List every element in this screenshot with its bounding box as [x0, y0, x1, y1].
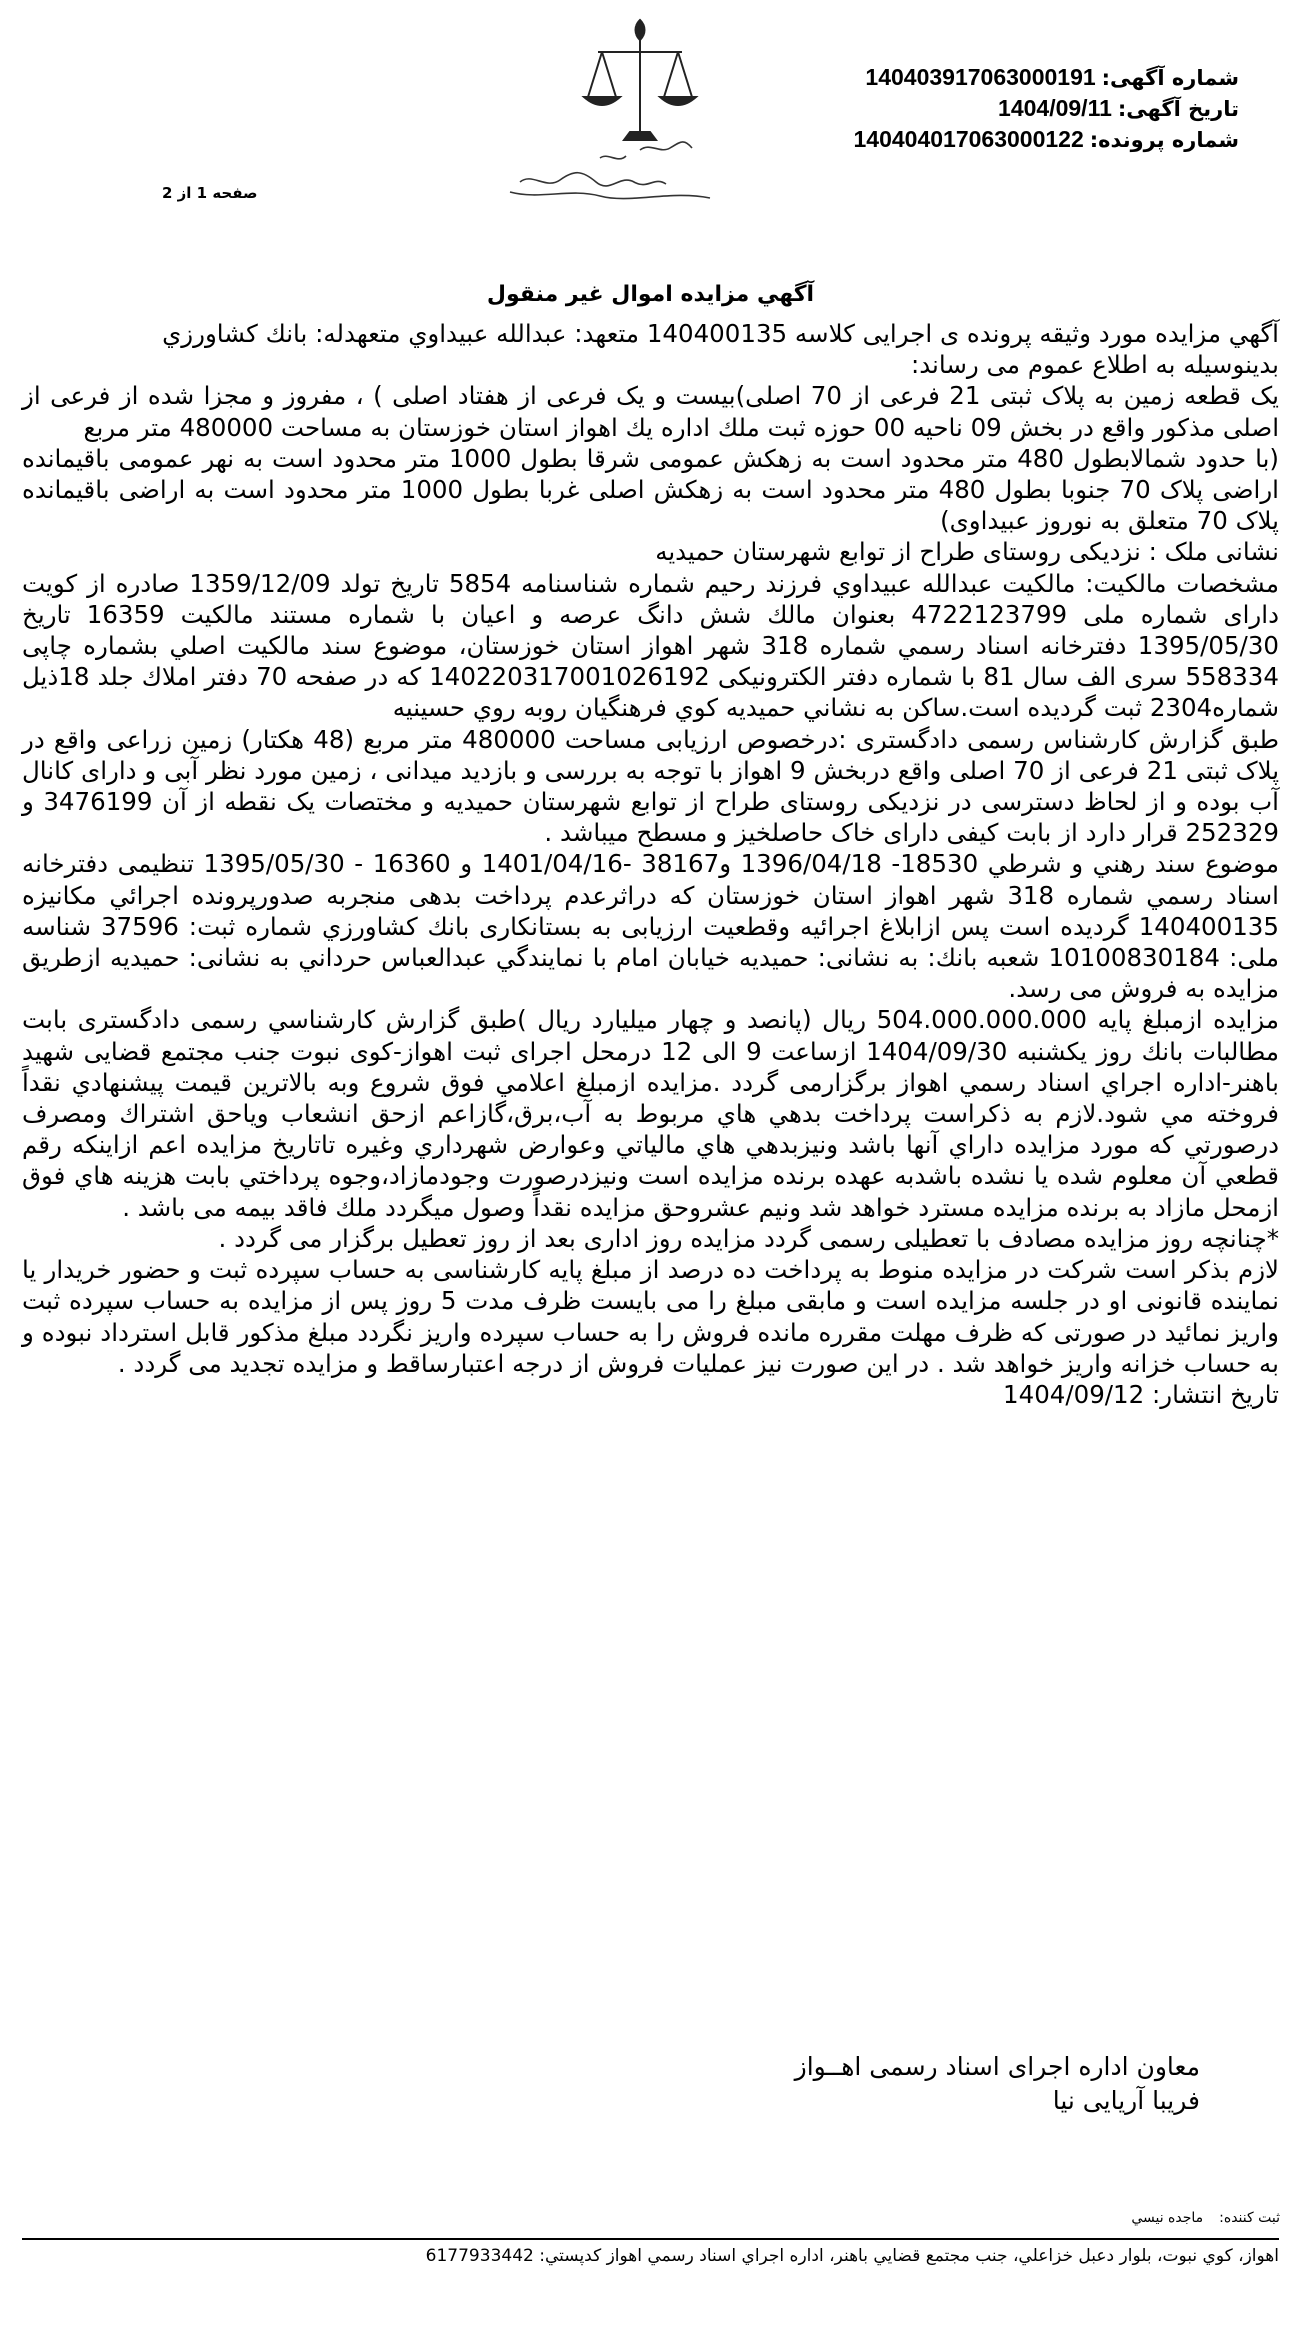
footer-address [22, 2246, 1279, 2266]
signer-name: فریبا آریایی نیا [1052, 2086, 1200, 2115]
case-number-row [739, 124, 1239, 155]
registrar-row [1000, 2210, 1280, 2226]
page-indicator: صفحه 1 از 2 [162, 184, 258, 202]
signature-block [780, 2050, 1200, 2118]
case-number-value: 140404017063000122 [853, 126, 1084, 152]
footer-postal-code: 6177933442 [425, 2246, 534, 2266]
body-paragraph: مشخصات مالكيت: مالكيت عبدالله عبيداوي فرزند رحيم شماره شناسنامه 5854 تاريخ تولد 1359/12/09 صادره از کویت دارای شماره ملی 4722123799 بعنوان مالك شش دانگ عرصه و اعيان با شماره مستند مالكيت 16359 تاريخ 1395/05/30 دفترخانه اسناد رسمي شماره 318 شهر اهواز استان خوزستان، موضوع سند مالكيت اصلي بشماره چاپی 558334 سری الف سال 81 با شماره دفتر الكترونيكى 140220317001026192 كه در صفحه 70 دفتر املاك جلد 18ذيل شماره2304 ثبت گرديده است.ساكن به نشاني حميديه كوي فرهنگيان روبه روي حسينيه [22, 568, 1279, 723]
footer-divider [22, 2238, 1279, 2240]
body-paragraph: یک قطعه زمین به پلاک ثبتی 21 فرعی از 70 اصلی)بیست و یک فرعی از هفتاد اصلی ) ، مفروز و مجزا شده از فرعی از اصلی مذکور واقع در بخش 09 ناحيه 00 حوزه ثبت ملك اداره يك اهواز استان خوزستان به مساحت 480000 متر مربع [22, 381, 1279, 442]
case-number-label: شماره پرونده: [1089, 128, 1239, 152]
notice-metadata [739, 62, 1239, 155]
notice-date-label: تاریخ آگهی: [1117, 97, 1239, 121]
body-paragraph: مزايده ازمبلغ پایه 504.000.000.000 ريال (پانصد و چهار میلیارد ریال )طبق گزارش كارشناسي رسمی دادگستری بابت مطالبات بانك روز یکشنبه 1404/09/30 ازساعت 9 الی 12 درمحل اجرای ثبت اهواز-کوی نبوت جنب مجتمع قضایی شهید باهنر-اداره اجراي اسناد رسمي اهواز برگزارمی گردد .مزايده ازمبلغ اعلامي فوق شروع وبه بالاترين قيمت پيشنهادي نقداً فروخته مي شود.لازم به ذكراست پرداخت بدهي هاي مربوط به آب،برق،گازاعم ازحق انشعاب وياحق اشتراك ومصرف درصورتي كه مورد مزايده داراي آنها باشد ونيزبدهي هاي مالياتي وعوارض شهرداري وغيره تاتاريخ مزايده اعم ازاينكه رقم قطعي آن معلوم شده يا نشده باشدبه عهده برنده مزايده است ونيزدرصورت وجودمازاد،وجوه پرداختي بابت هزينه هاي فوق ازمحل مازاد به برنده مزايده مسترد خواهد شد ونيم عشروحق مزايده نقداً وصول ميگردد ملك فاقد بیمه می باشد . [22, 1005, 1279, 1222]
body-paragraph: لازم بذکر است شرکت در مزایده منوط به پرداخت ده درصد از مبلغ پایه کارشناسی به حساب سپرده ثبت و حضور خریدار یا نماینده قانونی او در جلسه مزایده است و مابقی مبلغ را می بایست ظرف مدت 5 روز پس از مزایده به حساب سپرده ثبت واریز نمائید در صورتی که ظرف مهلت مقرره مانده فروش را به حساب سپرده واریز نگردد مبلغ مذکور قابل استرداد نبوده و به حساب خزانه واریز خواهد شد . در این صورت نیز عملیات فروش از درجه اعتبارساقط و مزایده تجدید می گردد . [22, 1255, 1279, 1378]
signer-position: معاون اداره اجرای اسناد رسمی اهــواز [794, 2052, 1200, 2081]
notice-title: آگهي مزايده اموال غير منقول [486, 282, 815, 307]
body-paragraph: طبق گزارش کارشناس رسمی دادگستری :درخصوص ارزیابی مساحت 480000 متر مربع (48 هکتار) زمین زراعی واقع در پلاک ثبتی 21 فرعی از 70 اصلی واقع دربخش 9 اهواز با توجه به بررسی و بازدید میدانی ، زمین مورد نظر آبی و دارای کانال آب بوده و از لحاظ دسترسی در نزدیکی روستای طراح از توابع شهرستان حمیدیه و مختصات یک نقطه از آن 3476199 و 252329 قرار دارد از بابت کیفی دارای خاک حاصلخیز و مسطح میباشد . [22, 724, 1280, 848]
notice-number-label: شماره آگهی: [1101, 66, 1239, 90]
body-paragraph: آگهي مزايده مورد وثيقه پرونده ی اجرایی کلاسه 140400135 متعهد: عبدالله عبيداوي متعهدله: بانك كشاورزي [162, 319, 1279, 348]
registrar-name: ماجده نیسي [1131, 2210, 1204, 2226]
publish-date-value: 1404/09/12 [1003, 1379, 1145, 1409]
body-paragraph: *چنانچه روز مزایده مصادف با تعطیلی رسمی گردد مزایده روز اداری بعد از روز تعطیل برگزار می گردد . [218, 1223, 1279, 1253]
body-paragraph: (با حدود شمالابطول 480 متر محدود است به زهکش عمومی شرقا بطول 1000 متر محدود است به نهر عمومی باقیمانده اراضی پلاک 70 جنوبا بطول 480 متر محدود است به زهکش اصلی غربا بطول 1000 متر محدود است به اراضی باقیمانده پلاک 70 متعلق به نوروز عبیداوی) [22, 443, 1279, 536]
body-paragraph: بدینوسیله به اطلاع عموم می رساند: [910, 350, 1279, 380]
body-paragraph: موضوع سند رهني و شرطي 18530- 1396/04/18 و38167 -1401/04/16 و 16360 - 1395/05/30 تنظيمى دفترخانه اسناد رسمي شماره 318 شهر اهواز استان خوزستان كه دراثرعدم پرداخت بدهی منجربه صدورپرونده اجرائي مكانيزه 140400135 گرديده است پس ازابلاغ اجرائيه وقطعيت ارزيابی به بستانكاری بانك كشاورزي شماره ثبت: 37596 شناسه ملی: 10100830184 شعبه بانك: به نشانی: حمیدیه خیابان امام با نمايندگي عبدالعباس حرداني به نشانی: حمیدیه ازطريق مزايده به فروش می رسد. [22, 849, 1279, 1004]
organization-seal-script [490, 130, 730, 210]
registrar-label: ثبت کننده: [1219, 2210, 1280, 2226]
body-paragraph: نشانی ملک : نزدیکی روستای طراح از توابع شهرستان حمیدیه [655, 537, 1279, 567]
publish-date-label: تاریخ انتشار: [1152, 1379, 1279, 1409]
publish-date-row [22, 1379, 1279, 1410]
notice-body [22, 318, 1279, 1410]
notice-number-value: 140403917063000191 [865, 64, 1096, 90]
notice-date-row [739, 93, 1239, 124]
notice-date-value: 1404/09/11 [998, 95, 1112, 121]
notice-number-row [739, 62, 1239, 93]
footer-address-text: اهواز، كوي نبوت، بلوار دعبل خزاعلي، جنب مجتمع قضايي باهنر، اداره اجراي اسناد رسمي اهواز كدپستي: [539, 2246, 1279, 2266]
